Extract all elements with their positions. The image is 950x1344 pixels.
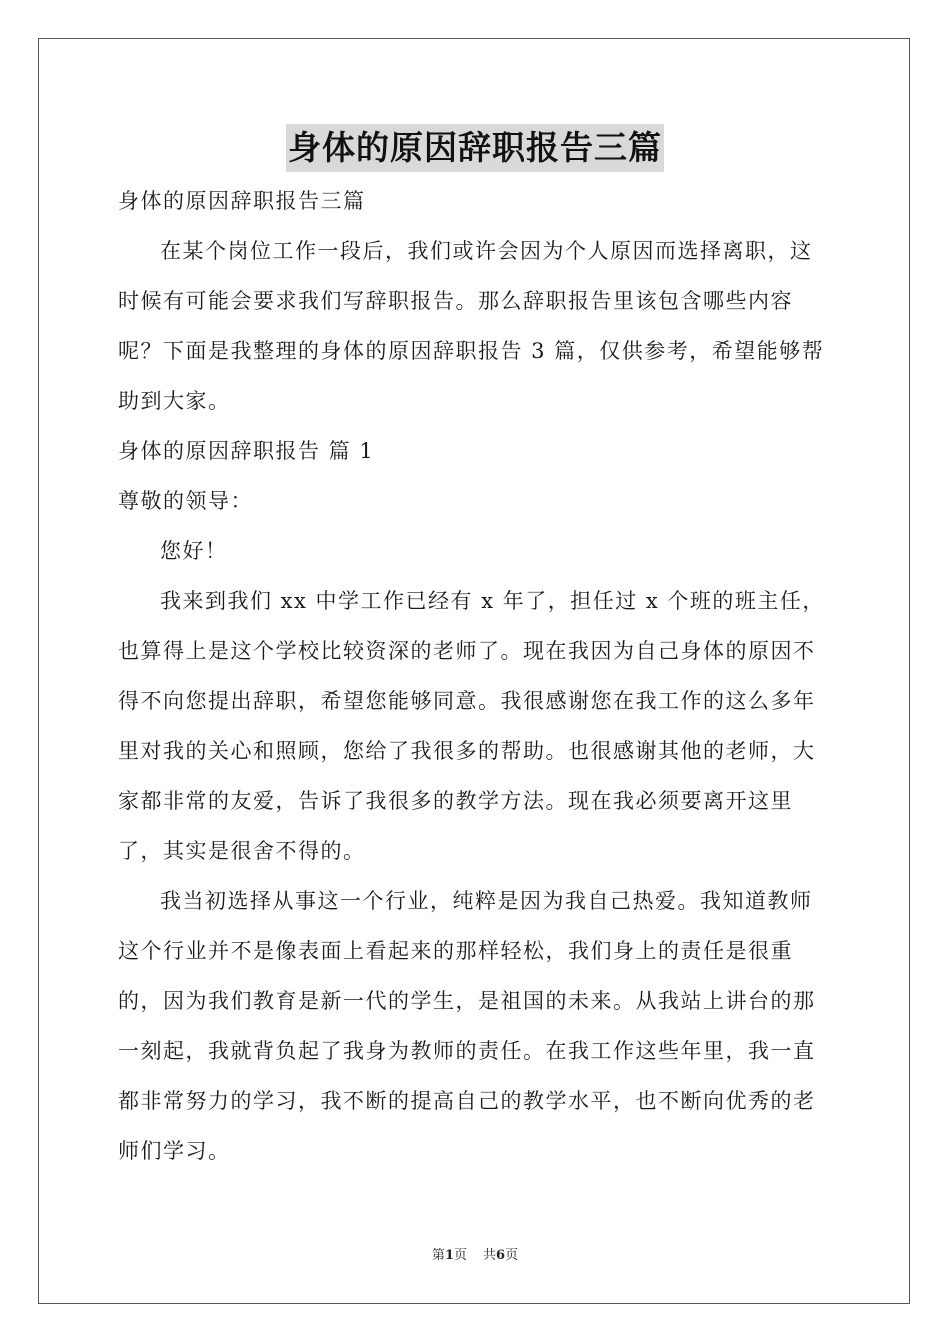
title-area — [0, 124, 950, 172]
total-suffix: 页 — [505, 1248, 519, 1263]
page-prefix: 第 — [431, 1248, 445, 1263]
paragraph: 身体的原因辞职报告三篇 — [118, 189, 366, 213]
total-pages: 6 — [496, 1248, 506, 1263]
paragraph: 我当初选择从事这一个行业，纯粹是因为我自己热爱。我知道教师这个行业并不是像表面上看起来的那样轻松，我们身上的责任是很重的，因为我们教育是新一代的学生，是祖国的未来。从我站上讲台的那一刻起，我就背负起了我身为教师的责任。在我工作这些年里，我一直都非常努力的学习，我不断的提高自己的教学水平，也不断向优秀的老师们学习。 — [118, 889, 816, 1163]
salutation: 尊敬的领导： — [118, 489, 253, 513]
page-number: 1 — [444, 1248, 454, 1263]
document-body — [118, 176, 834, 1176]
document-title: 身体的原因辞职报告三篇 — [286, 124, 664, 172]
page-suffix: 页 — [453, 1248, 467, 1263]
paragraph: 在某个岗位工作一段后，我们或许会因为个人原因而选择离职，这时候有可能会要求我们写辞职报告。那么辞职报告里该包含哪些内容呢？下面是我整理的身体的原因辞职报告 3 篇，仅供参考，希望能够帮助到大家。 — [118, 239, 825, 413]
total-prefix: 共 — [483, 1248, 497, 1263]
section-heading: 身体的原因辞职报告 篇 1 — [118, 439, 375, 463]
greeting: 您好！ — [160, 539, 228, 563]
page-footer — [0, 1246, 950, 1266]
paragraph: 我来到我们 xx 中学工作已经有 x 年了，担任过 x 个班的班主任，也算得上是这个学校比较资深的老师了。现在我因为自己身体的原因不得不向您提出辞职，希望您能够同意。我很感谢您在我工作的这么多年里对我的关心和照顾，您给了我很多的帮助。也很感谢其他的老师，大家都非常的友爱，告诉了我很多的教学方法。现在我必须要离开这里了，其实是很舍不得的。 — [118, 589, 825, 863]
